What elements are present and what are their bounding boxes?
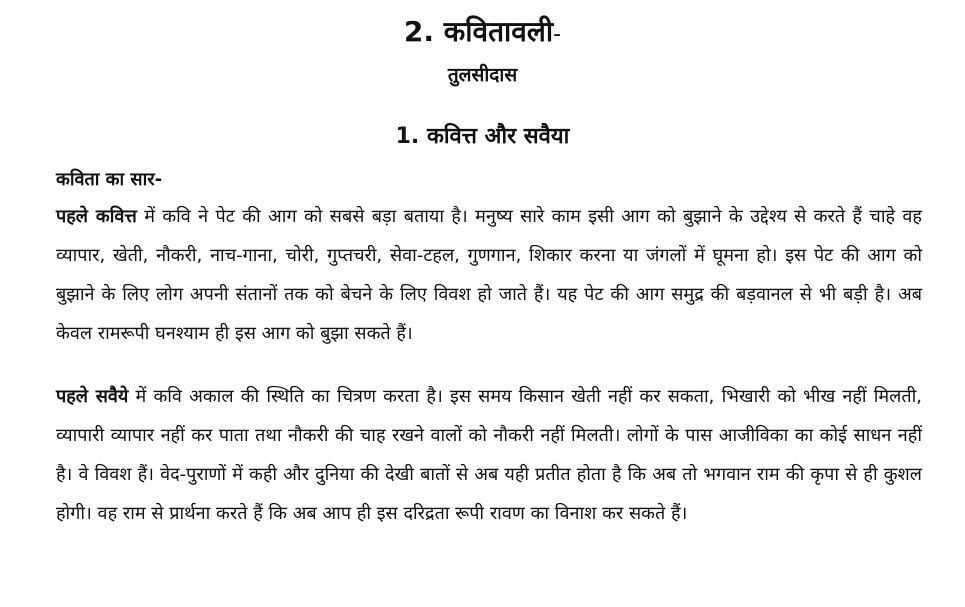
paragraph-lead-bold: पहले कवित्त (56, 206, 137, 227)
paragraph-first-savaiya (56, 377, 922, 533)
summary-heading: कविता का सार- (56, 169, 163, 190)
section-subtitle: 1. कवित्त और सवैया (395, 124, 570, 149)
paragraph-first-kavitt (56, 197, 922, 353)
chapter-title-dash: - (553, 22, 562, 47)
paragraph-body: में कवि अकाल की स्थिति का चित्रण करता है। इस समय किसान खेती नहीं कर सकता, भिखारी को भीख नहीं मिलती, व्यापारी व्यापार नहीं कर पाता तथा नौकरी की चाह रखने वालों को नौकरी नहीं मिलती। लोगों के पास आजीविका का कोई साधन नहीं है। वे विवश हैं। वेद-पुराणों में कही और दुनिया की देखी बातों से अब यही प्रतीत होता है कि अब तो भगवान राम की कृपा से ही कुशल होगी। वह राम से प्रार्थना करते हैं कि अब आप ही इस दरिद्रता रूपी रावण का विनाश कर सकते हैं। (56, 386, 922, 524)
paragraph-body: में कवि ने पेट की आग को सबसे बड़ा बताया है। मनुष्य सारे काम इसी आग को बुझाने के उद्देश्य से करते हैं चाहे वह व्यापार, खेती, नौकरी, नाच-गाना, चोरी, गुप्तचरी, सेवा-टहल, गुणगान, शिकार करना या जंगलों में घूमना हो। इस पेट की आग को बुझाने के लिए लोग अपनी संतानों तक को बेचने के लिए विवश हो जाते हैं। यह पेट की आग समुद्र की बड़वानल से भी बड़ी है। अब केवल रामरूपी घनश्याम ही इस आग को बुझा सकते हैं। (56, 206, 922, 344)
author-name: तुलसीदास (447, 64, 518, 86)
chapter-title (0, 14, 965, 53)
paragraph-lead-bold: पहले सवैये (56, 386, 129, 407)
chapter-title-text: 2. कवितावली (403, 15, 554, 48)
